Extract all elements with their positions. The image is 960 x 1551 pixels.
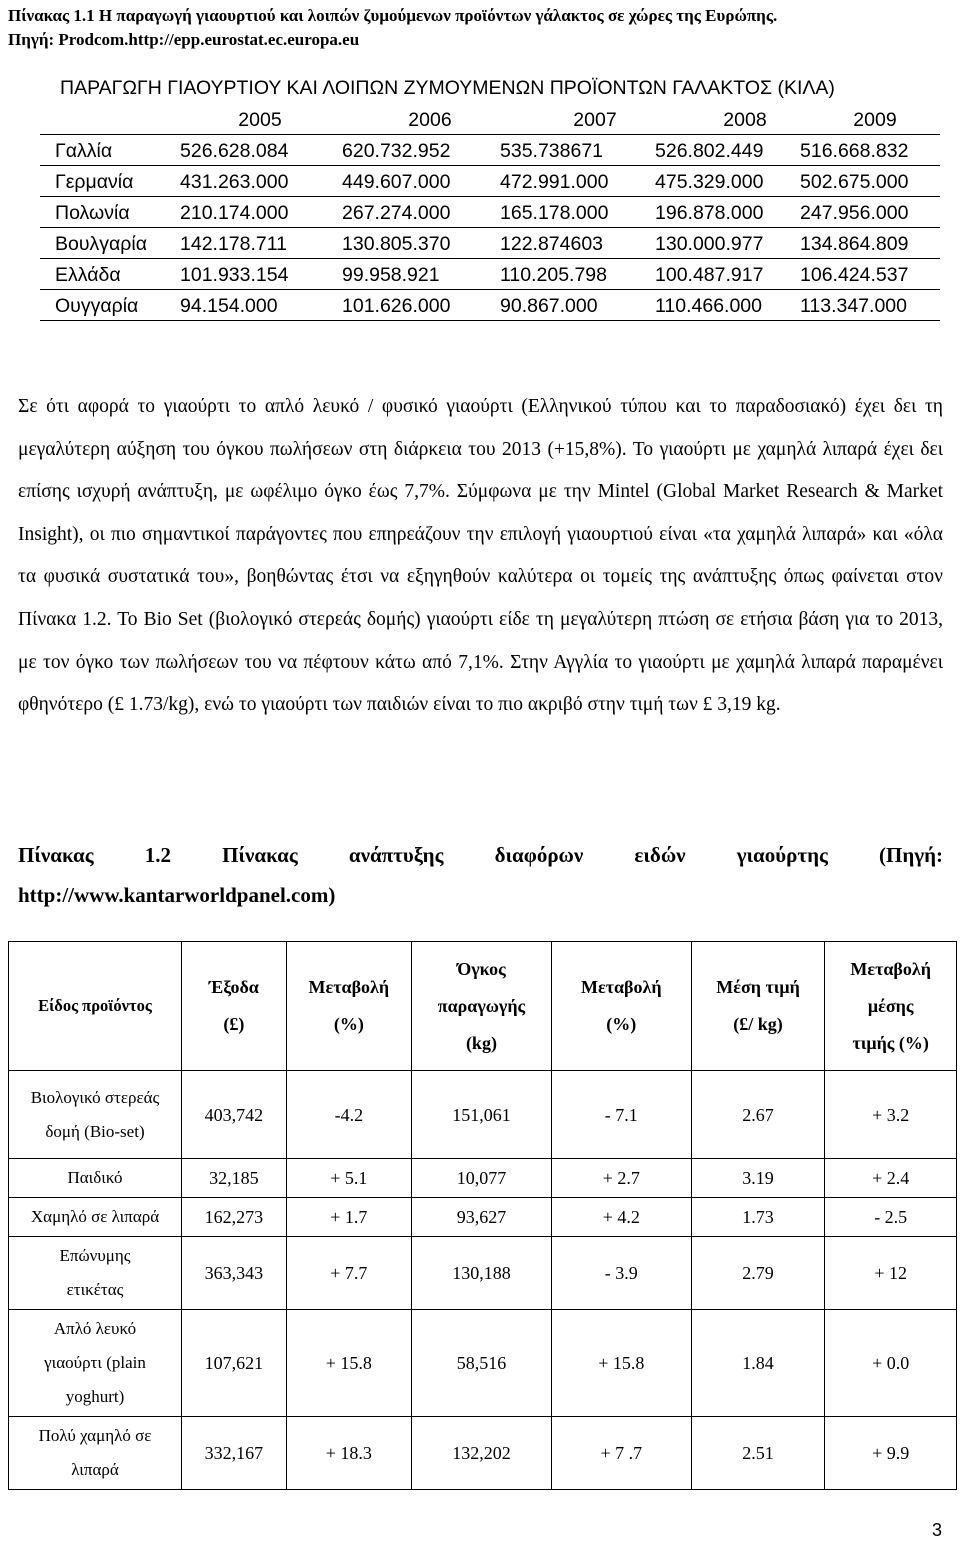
value-cell: 110.205.798	[500, 264, 607, 286]
product-line: Παιδικό	[67, 1168, 123, 1187]
header-line: τιμής (%)	[852, 1032, 929, 1053]
column-header	[825, 942, 957, 1071]
product-cell	[9, 1417, 182, 1490]
value-cell: + 12	[825, 1237, 957, 1310]
value-cell: 475.329.000	[655, 171, 764, 193]
value-cell: 2.51	[691, 1417, 825, 1490]
column-header	[691, 942, 825, 1071]
product-line: Χαμηλό σε λιπαρά	[30, 1207, 160, 1226]
value-cell: 101.626.000	[342, 295, 451, 317]
year-header: 2005	[238, 109, 282, 131]
header-line: (%)	[606, 1014, 637, 1034]
table-row	[40, 228, 940, 259]
value-cell: 535.738671	[500, 140, 604, 162]
value-cell: 431.263.000	[180, 171, 289, 193]
value-cell: + 2.7	[551, 1159, 691, 1198]
value-cell: 110.466.000	[655, 295, 762, 317]
body-paragraph: Σε ότι αφορά το γιαούρτι το απλό λευκό / φυσικό γιαούρτι (Ελληνικού τύπου και το παραδοσιακό) έχει δει τη μεγαλύτερη αύξηση του όγκου πωλήσεων στη διάρκεια του 2013 (+15,8%). Το γιαούρτι με χαμηλά λιπαρά έχει δει επίσης ισχυρή ανάπτυξη, με ωφέλιμο όγκο έως 7,7%. Σύμφωνα με την Mintel (Global Market Research & Market Insight), οι πιο σημαντικοί παράγοντες που επηρεάζουν την επιλογή γιαουρτιού είναι «τα χαμηλά λιπαρά» και «όλα τα φυσικά συστατικά του», βοηθώντας έτσι να εξηγηθούν καλύτερα οι τομείς της ανάπτυξης όπως φαίνεται στον Πίνακα 1.2. Το Bio Set (βιολογικό στερεάς δομής) γιαούρτι είδε τη μεγαλύτερη πτώση σε ετήσια βάση για το 2013, με τον όγκο των πωλήσεων του να πέφτουν κάτω από 7,1%. Στην Αγγλία το γιαούρτι με χαμηλά λιπαρά παραμένει φθηνότερο (£ 1.73/kg), ενώ το γιαούρτι των παιδιών είναι το πιο ακριβό στην τιμή των £ 3,19 kg.	[18, 396, 943, 716]
yogurt-types-table	[8, 941, 957, 1490]
value-cell: 3.19	[691, 1159, 825, 1198]
table1-caption-line1: Πίνακας 1.1 Η παραγωγή γιαουρτιού και λοιπών ζυμούμενων προϊόντων γάλακτος σε χώρες της Ευρώπης.	[8, 6, 778, 25]
value-cell: + 4.2	[551, 1198, 691, 1237]
value-cell: 142.178.711	[180, 233, 287, 255]
value-cell: -4.2	[286, 1071, 411, 1159]
product-cell	[9, 1310, 182, 1417]
value-cell: + 18.3	[286, 1417, 411, 1490]
product-line: δομή (Bio-set)	[45, 1121, 145, 1141]
header-line: Όγκος	[457, 958, 506, 979]
table1-caption-source: Πηγή: Prodcom.http://epp.eurostat.ec.europa.eu	[8, 30, 360, 49]
year-header: 2008	[723, 109, 767, 131]
country-cell: Βουλγαρία	[55, 233, 147, 255]
product-line: γιαούρτι (plain	[44, 1353, 146, 1372]
value-cell: 1.84	[691, 1310, 825, 1417]
value-cell: 363,343	[182, 1237, 287, 1310]
table-row	[40, 290, 940, 321]
value-cell: 107,621	[182, 1310, 287, 1417]
header-line: (kg)	[465, 1032, 497, 1053]
value-cell: 101.933.154	[180, 264, 289, 286]
column-header	[9, 942, 182, 1071]
header-line: (£)	[223, 1014, 245, 1034]
table-row	[9, 1237, 957, 1310]
production-table	[40, 104, 940, 321]
table-row	[40, 197, 940, 228]
table-row	[9, 1159, 957, 1198]
value-cell: + 15.8	[286, 1310, 411, 1417]
header-line: Είδος προϊόντος	[38, 996, 152, 1015]
table-row	[40, 259, 940, 290]
product-line: Επώνυμης	[59, 1246, 131, 1265]
header-line: Μεταβολή	[581, 977, 662, 997]
page-number: 3	[931, 1520, 942, 1540]
value-cell: 90.867.000	[500, 295, 598, 317]
value-cell: 100.487.917	[655, 264, 764, 286]
product-line: λιπαρά	[71, 1460, 119, 1479]
header-line: Μεταβολή	[308, 977, 390, 997]
value-cell: 94.154.000	[180, 295, 278, 317]
value-cell: 10,077	[412, 1159, 552, 1198]
value-cell: 196.878.000	[655, 202, 764, 224]
country-cell: Ουγγαρία	[55, 295, 139, 317]
value-cell: 130.000.977	[655, 233, 764, 255]
value-cell: - 2.5	[825, 1198, 957, 1237]
value-cell: - 7.1	[551, 1071, 691, 1159]
table1-title: ΠΑΡΑΓΩΓΗ ΓΙΑΟΥΡΤΙΟΥ ΚΑΙ ΛΟΙΠΩΝ ΖΥΜΟΥΜΕΝΩΝ ΠΡΟΪΟΝΤΩΝ ΓΑΛΑΚΤΟΣ (ΚΙΛΑ)	[60, 77, 835, 99]
value-cell: 130,188	[412, 1237, 552, 1310]
value-cell: + 0.0	[825, 1310, 957, 1417]
header-line: Μέση τιμή	[716, 977, 800, 997]
header-line: (£/ kg)	[733, 1014, 783, 1034]
value-cell: 130.805.370	[342, 233, 451, 255]
value-cell: + 15.8	[551, 1310, 691, 1417]
value-cell: + 2.4	[825, 1159, 957, 1198]
header-line: μέσης	[867, 995, 914, 1016]
value-cell: + 7.7	[286, 1237, 411, 1310]
header-line: παραγωγής	[437, 995, 526, 1016]
country-cell: Ελλάδα	[55, 264, 121, 286]
country-cell: Γερμανία	[55, 171, 134, 193]
value-cell: 516.668.832	[800, 140, 909, 162]
value-cell: + 9.9	[825, 1417, 957, 1490]
year-header: 2006	[408, 109, 452, 131]
table-row	[9, 1198, 957, 1237]
product-line: ετικέτας	[66, 1280, 124, 1299]
value-cell: 93,627	[412, 1198, 552, 1237]
table-row	[40, 166, 940, 197]
value-cell: 99.958.921	[342, 264, 440, 286]
product-line: Πολύ χαμηλό σε	[38, 1426, 152, 1445]
table1-caption	[8, 4, 948, 52]
product-cell	[9, 1159, 182, 1198]
column-header	[412, 942, 552, 1071]
header-line: Μεταβολή	[850, 958, 931, 979]
value-cell: 134.864.809	[800, 233, 909, 255]
row-divider	[40, 320, 940, 321]
table2-caption: Πίνακας 1.2 Πίνακας ανάπτυξης διαφόρων ειδών γιαούρτης (Πηγή: http://www.kantarworldpanel.com)	[18, 843, 943, 907]
value-cell: + 5.1	[286, 1159, 411, 1198]
column-header	[551, 942, 691, 1071]
product-line: Βιολογικό στερεάς	[30, 1087, 160, 1107]
value-cell: 106.424.537	[800, 264, 909, 286]
year-header: 2009	[853, 109, 897, 131]
value-cell: 247.956.000	[800, 202, 909, 224]
table-row	[9, 1071, 957, 1159]
column-header	[286, 942, 411, 1071]
value-cell: 162,273	[182, 1198, 287, 1237]
value-cell: 472.991.000	[500, 171, 609, 193]
table-row	[9, 1310, 957, 1417]
country-cell: Πολωνία	[55, 202, 130, 224]
header-line: (%)	[333, 1014, 364, 1034]
value-cell: + 3.2	[825, 1071, 957, 1159]
value-cell: 502.675.000	[800, 171, 909, 193]
value-cell: 210.174.000	[180, 202, 289, 224]
country-cell: Γαλλία	[55, 140, 113, 162]
value-cell: 32,185	[182, 1159, 287, 1198]
value-cell: - 3.9	[551, 1237, 691, 1310]
value-cell: 2.79	[691, 1237, 825, 1310]
value-cell: 526.628.084	[180, 140, 289, 162]
value-cell: 2.67	[691, 1071, 825, 1159]
value-cell: 1.73	[691, 1198, 825, 1237]
value-cell: 449.607.000	[342, 171, 451, 193]
product-cell	[9, 1198, 182, 1237]
column-header	[182, 942, 287, 1071]
value-cell: 332,167	[182, 1417, 287, 1490]
table-row	[9, 1417, 957, 1490]
value-cell: + 7 .7	[551, 1417, 691, 1490]
product-cell	[9, 1071, 182, 1159]
value-cell: 58,516	[412, 1310, 552, 1417]
value-cell: 526.802.449	[655, 140, 764, 162]
value-cell: + 1.7	[286, 1198, 411, 1237]
product-cell	[9, 1237, 182, 1310]
value-cell: 403,742	[182, 1071, 287, 1159]
value-cell: 267.274.000	[342, 202, 451, 224]
product-line: yoghurt)	[65, 1387, 125, 1406]
value-cell: 151,061	[412, 1071, 552, 1159]
year-header: 2007	[573, 109, 617, 131]
value-cell: 165.178.000	[500, 202, 609, 224]
product-line: Απλό λευκό	[53, 1319, 137, 1338]
table2-header-row	[9, 942, 957, 1071]
value-cell: 132,202	[412, 1417, 552, 1490]
value-cell: 122.874603	[500, 233, 604, 255]
header-line: Έξοδα	[208, 977, 259, 997]
table1-header-row	[40, 104, 940, 135]
table-row	[40, 135, 940, 166]
value-cell: 113.347.000	[800, 295, 907, 317]
value-cell: 620.732.952	[342, 140, 451, 162]
